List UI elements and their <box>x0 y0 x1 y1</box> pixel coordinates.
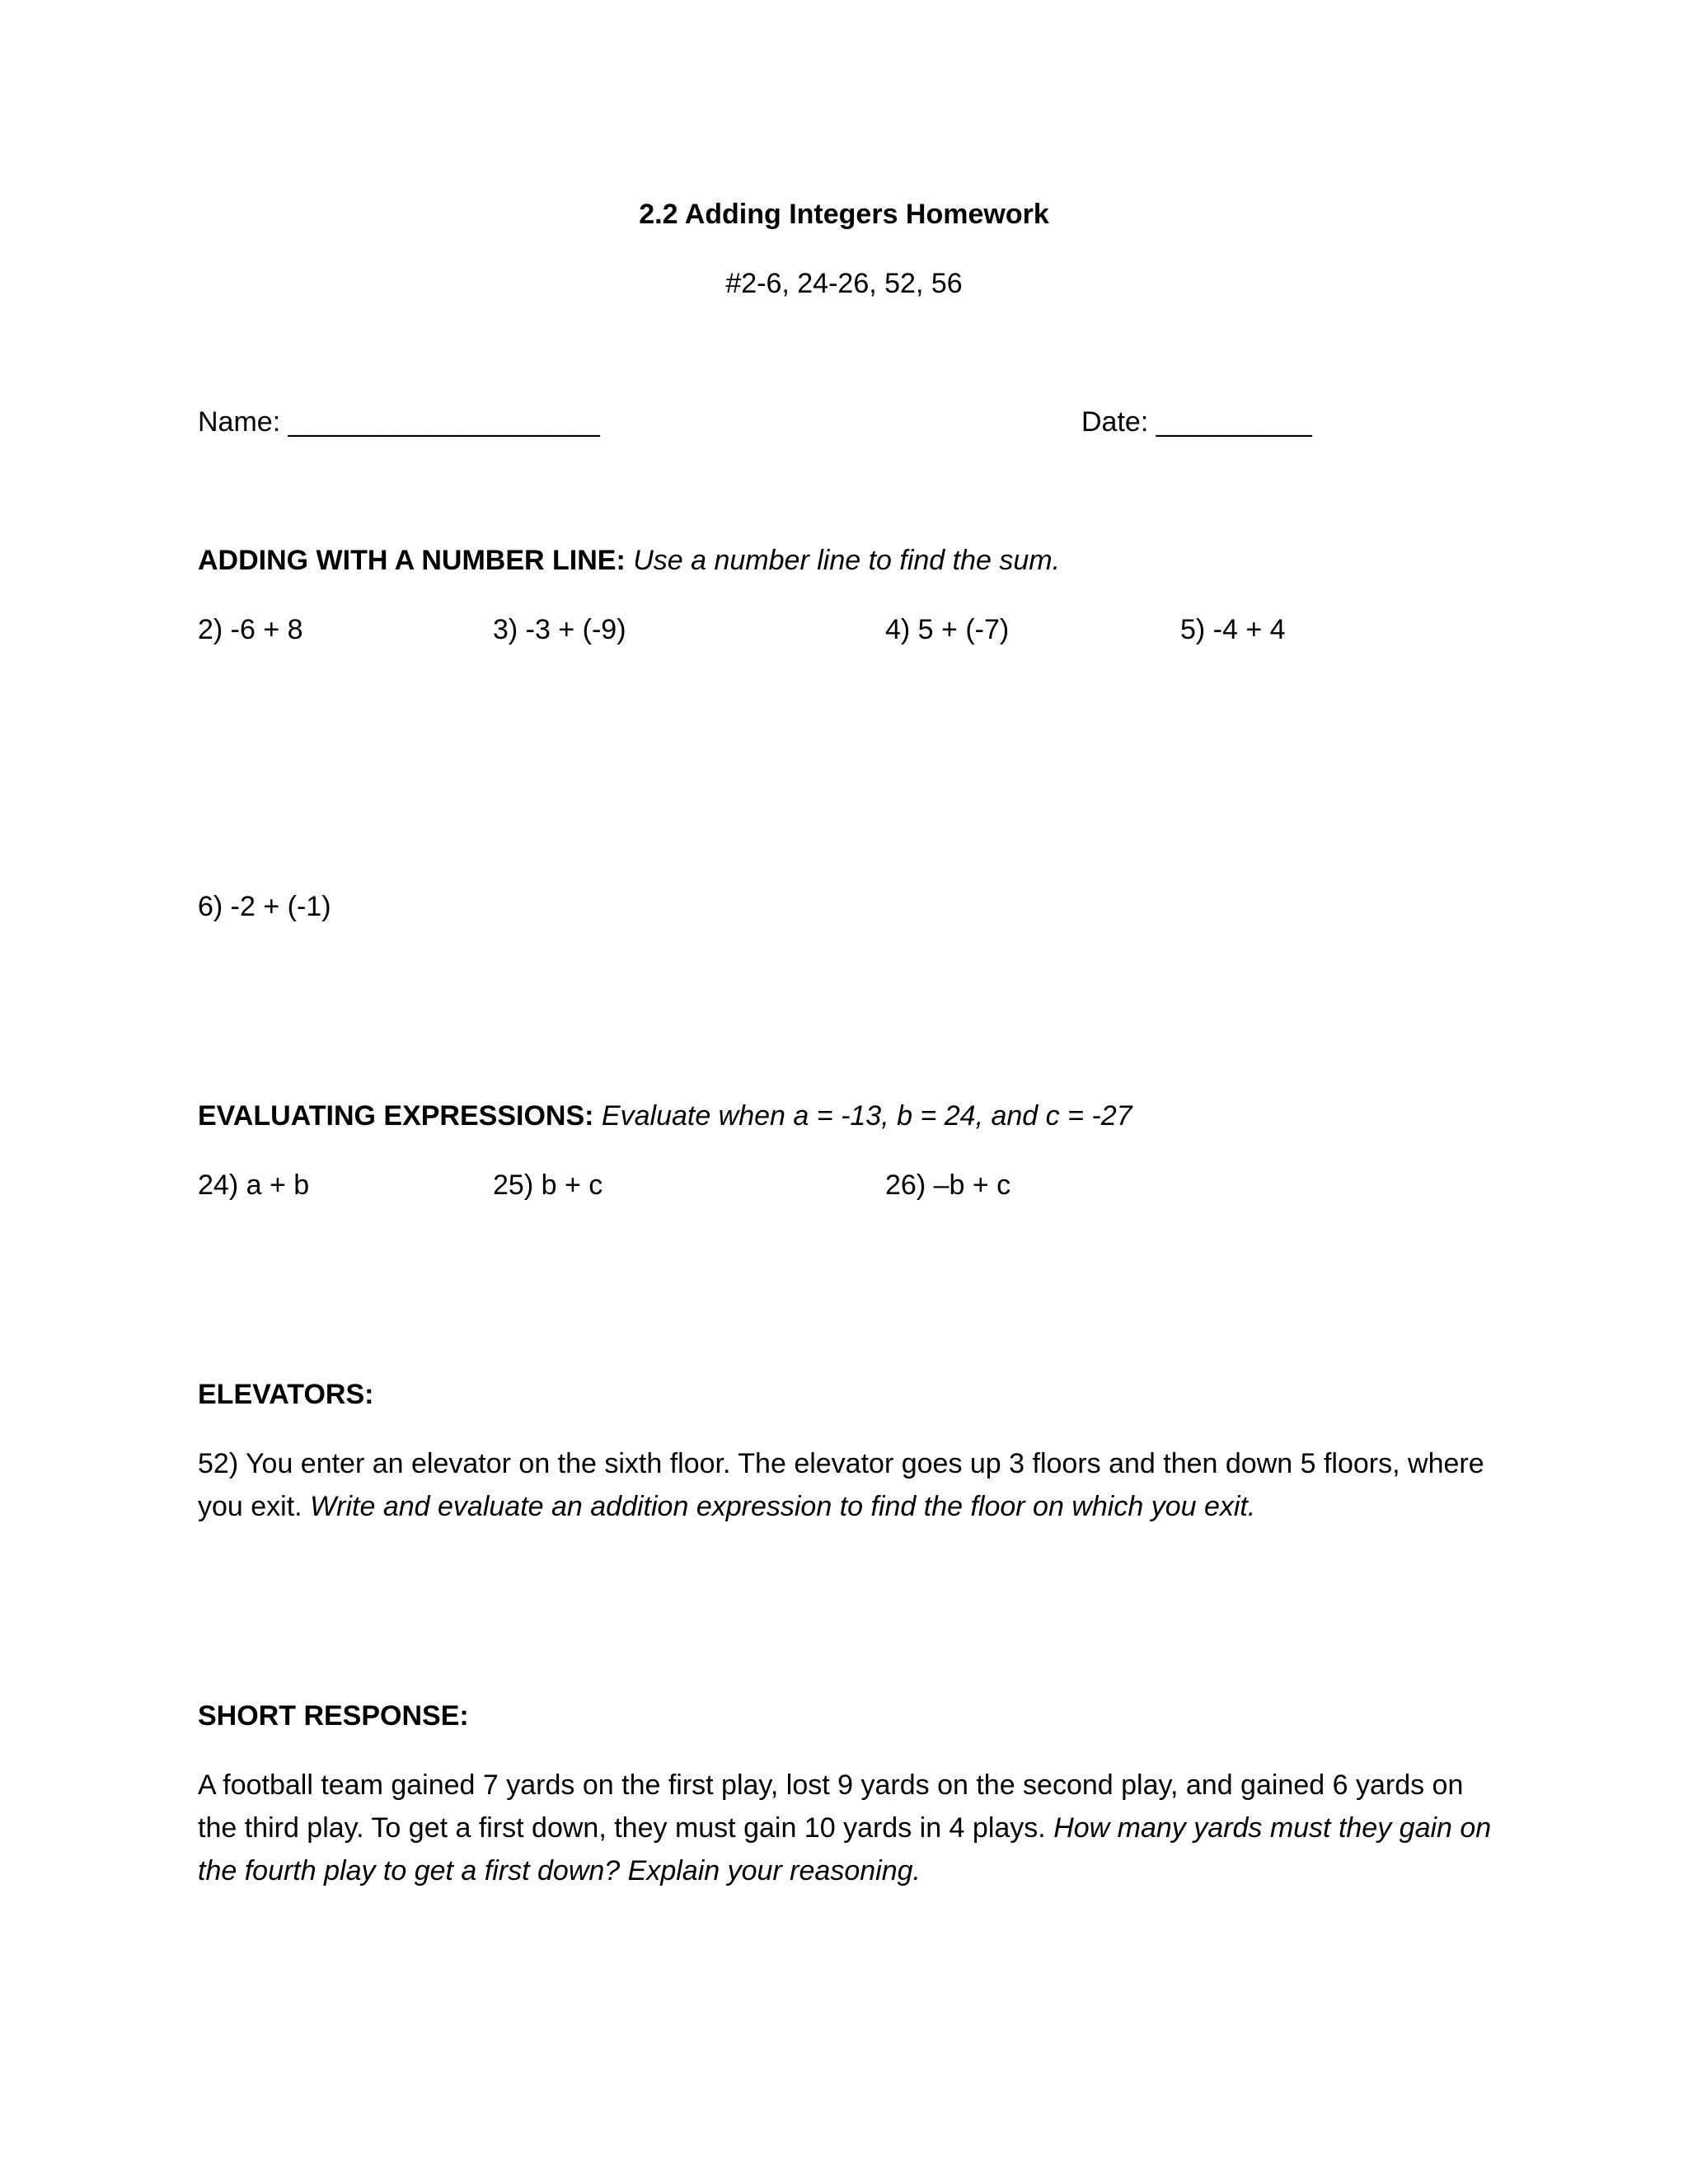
name-field: Name: ____________________ <box>198 406 600 438</box>
problem-52-instruction: Write and evaluate an addition expression to find the floor on which you exit. <box>310 1491 1256 1522</box>
elevators-heading: ELEVATORS: <box>198 1379 374 1410</box>
section-heading: ADDING WITH A NUMBER LINE: <box>198 545 626 576</box>
assignment-numbers: #2-6, 24-26, 52, 56 <box>725 268 963 299</box>
problem-4: 4) 5 + (-7) <box>885 614 1010 645</box>
short-response-instruction: How many yards must they gain on the fourth play to get a first down? Explain your reasoning. <box>198 1812 1492 1886</box>
section-instruction: Use a number line to find the sum. <box>633 545 1061 576</box>
problem-52 <box>198 1442 1500 1528</box>
section-instruction: Evaluate when a = -13, b = 24, and c = -27 <box>601 1100 1132 1132</box>
problem-52-text: 52) You enter an elevator on the sixth floor. The elevator goes up 3 floors and then down 5 floors, where you exit. <box>198 1448 1484 1522</box>
problem-26: 26) –b + c <box>885 1169 1011 1201</box>
expressions-section-header <box>198 1094 1132 1137</box>
page-title: 2.2 Adding Integers Homework <box>639 199 1049 230</box>
number-line-section-header <box>198 539 1060 582</box>
problem-6: 6) -2 + (-1) <box>198 891 331 922</box>
section-heading: EVALUATING EXPRESSIONS: <box>198 1100 594 1132</box>
date-field: Date: __________ <box>1081 406 1312 438</box>
short-response-text: A football team gained 7 yards on the first play, lost 9 yards on the second play, and gained 6 yards on the third play. To get a first down, they must gain 10 yards in 4 plays. <box>198 1769 1464 1844</box>
problem-3: 3) -3 + (-9) <box>493 614 626 645</box>
problem-25: 25) b + c <box>493 1169 603 1201</box>
problem-2: 2) -6 + 8 <box>198 614 303 645</box>
short-response-problem <box>198 1764 1500 1892</box>
problem-5: 5) -4 + 4 <box>1180 614 1286 645</box>
short-response-heading: SHORT RESPONSE: <box>198 1700 469 1732</box>
problem-24: 24) a + b <box>198 1169 310 1201</box>
